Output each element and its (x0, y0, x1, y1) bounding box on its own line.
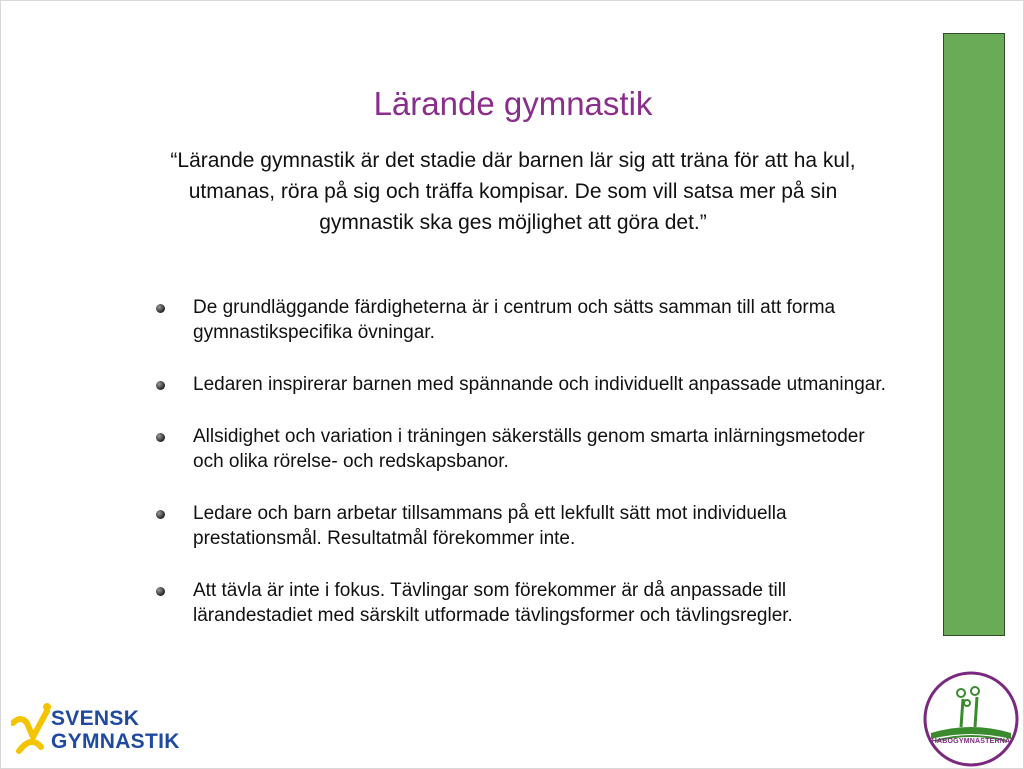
slide-quote: “Lärande gymnastik är det stadie där barnen lär sig att träna för att ha kul, utmanas, röra på sig och träffa kompisar. De som vill satsa mer på sin gymnastik ska ges möjlighet att göra det.” (170, 149, 856, 234)
logo-line-1: SVENSK (51, 707, 140, 730)
bullet-dot-icon (156, 381, 165, 390)
bullet-item (153, 295, 893, 345)
bullet-dot-icon (156, 304, 165, 313)
habogymnasterna-logo-icon (921, 669, 1021, 769)
bullet-text: De grundläggande färdigheterna är i centrum och sätts samman till att forma gymnastikspecifika övningar. (193, 297, 836, 343)
green-side-bar (943, 33, 1005, 636)
slide-title: Lärande gymnastik (373, 85, 653, 122)
bullet-list (153, 295, 893, 655)
bullet-text: Att tävla är inte i fokus. Tävlingar som förekommer är då anpassade till lärandestadiet med särskilt utformade tävlingsformer och tävlingsregler. (193, 580, 793, 626)
bullet-dot-icon (156, 587, 165, 596)
bullet-item (153, 501, 893, 551)
bullet-dot-icon (156, 433, 165, 442)
logo-line-2: GYMNASTIK (51, 730, 180, 753)
habogymnasterna-wordmark: HABOGYMNASTERNA (931, 738, 1011, 745)
bullet-item (153, 372, 893, 397)
bullet-text: Ledaren inspirerar barnen med spännande och individuellt anpassade utmaningar. (193, 374, 886, 395)
bullet-item (153, 578, 893, 628)
svensk-gymnastik-wordmark (51, 707, 180, 753)
bullet-dot-icon (156, 510, 165, 519)
bullet-text: Ledare och barn arbetar tillsammans på ett lekfullt sätt mot individuella prestationsmål. Resultatmål förekommer inte. (193, 503, 787, 549)
bullet-item (153, 424, 893, 474)
bullet-text: Allsidighet och variation i träningen säkerställs genom smarta inlärningsmetoder och olika rörelse- och redskapsbanor. (193, 426, 865, 472)
